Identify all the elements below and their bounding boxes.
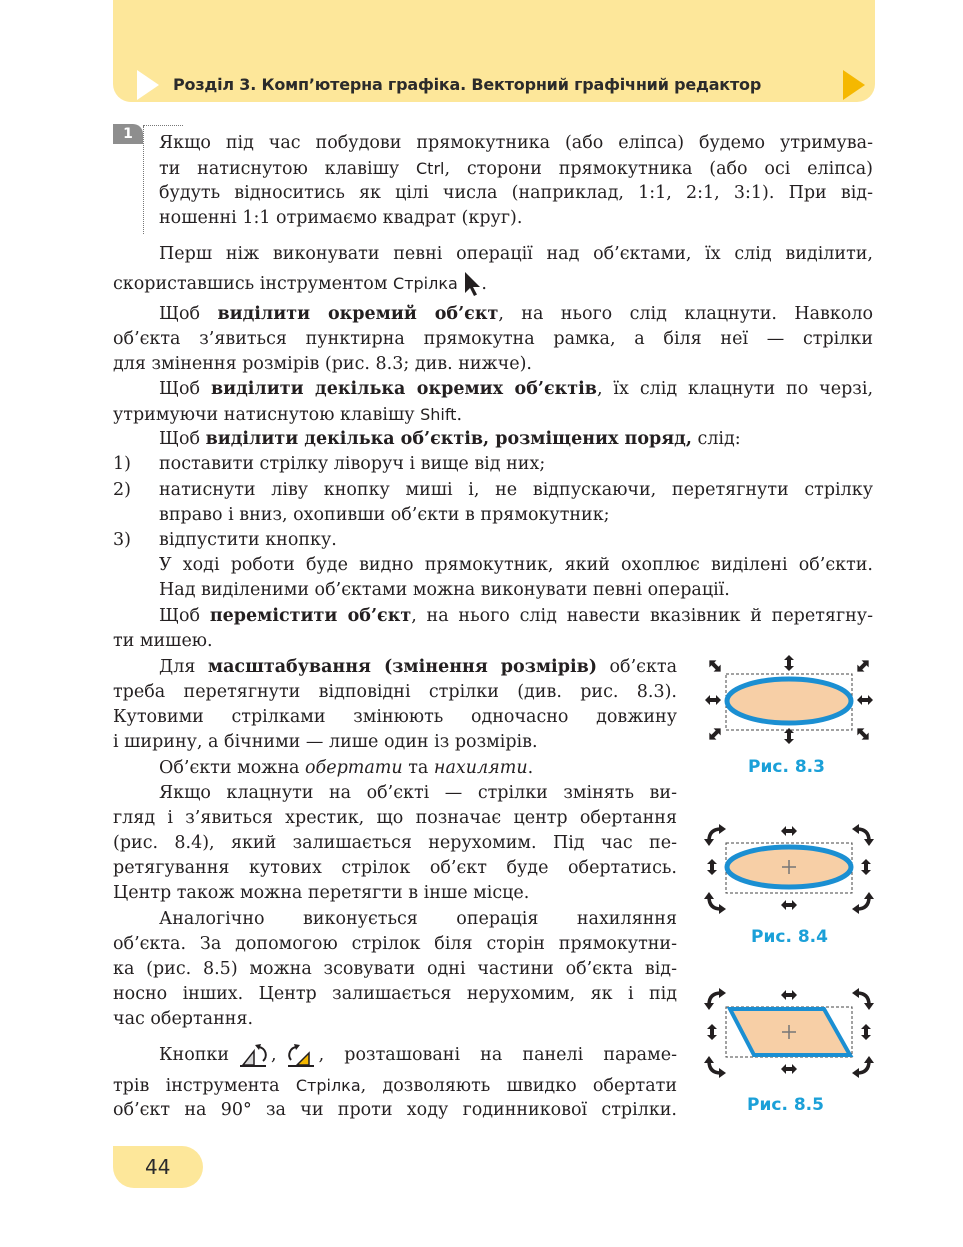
key-ctrl: Ctrl <box>416 159 445 178</box>
para-11-line-3: об’єкт на 90° за чи проти ходу годинникової стрілки. <box>113 1100 677 1120</box>
para-9-line-2: гляд і з’явиться хрестик, що позначає центр обертання <box>113 808 677 828</box>
para-10-line-4: носно інших. Центр залишається нерухомим, як і під <box>113 984 677 1004</box>
tip-line-1: Якщо під час побудови прямокутника (або еліпса) будемо утримува- <box>159 133 873 153</box>
para-7-line-4: і ширину, а бічними — лише один із розмірів. <box>113 732 538 752</box>
para-3-line-2: утримуючи натиснутою клавішу Shift. <box>113 405 463 425</box>
para-2-line-2: об’єкта з’явиться пунктирна прямокутна рамка, а біля неї — стрілки <box>113 329 873 349</box>
para-8: Об’єкти можна обертати та нахиляти. <box>159 758 534 778</box>
list-number: 2) <box>113 480 131 500</box>
page-number: 44 <box>113 1146 203 1188</box>
para-3-line-1: Щоб виділити декілька окремих об’єктів, їх слід клацнути по черзі, <box>159 379 874 399</box>
list-number: 3) <box>113 530 131 550</box>
tool-name: Стрілка <box>393 274 458 293</box>
figure-8-5-caption: Рис. 8.5 <box>747 1095 824 1115</box>
figure-8-5 <box>700 985 878 1081</box>
figure-8-4 <box>700 821 878 917</box>
list-item-2-line-2: вправо і вниз, охопивши об’єкти в прямокутник; <box>159 505 610 525</box>
para-7-line-2: треба перетягнути відповідні стрілки (див. рис. 8.3). <box>113 682 677 702</box>
para-1-line-2: скориставшись інструментом Стрілка . <box>113 271 487 297</box>
para-9-line-5: Центр також можна перетягти в інше місце. <box>113 883 530 903</box>
tool-name: Стрілка <box>295 1076 361 1095</box>
para-11-line-2: трів інструмента Стрілка, дозволяють швидко обертати <box>113 1076 677 1096</box>
tip-line-2: ти натиснутою клавішу Ctrl, сторони прямокутника (або осі еліпса) <box>159 159 873 179</box>
para-10-line-1: Аналогічно виконується операція нахиляння <box>159 909 677 929</box>
para-5-line-1: У ході роботи буде видно прямокутник, який охоплює виділені об’єкти. <box>159 555 873 575</box>
figure-8-3 <box>700 652 878 746</box>
tip-border-left <box>143 126 144 234</box>
rotate-ccw-button-icon <box>237 1041 269 1069</box>
para-10-line-5: час обертання. <box>113 1009 254 1029</box>
para-1-line-1: Перш ніж виконувати певні операції над об’єктами, їх слід виділити, <box>159 244 873 264</box>
list-item-2-line-1: натиснути ліву кнопку миші і, не відпускаючи, перетягнути стрілку <box>159 480 873 500</box>
para-4: Щоб виділити декілька об’єктів, розміщених поряд, слід: <box>159 429 741 449</box>
chapter-title: Розділ 3. Комп’ютерна графіка. Векторний графічний редактор <box>173 75 762 94</box>
tip-border-top <box>143 125 183 126</box>
para-7-line-1: Для масштабування (змінення розмірів) об’єкта <box>159 657 677 677</box>
chapter-header <box>113 0 875 102</box>
key-shift: Shift <box>420 405 457 424</box>
para-9-line-4: ретягування кутових стрілок об’єкт буде обертатись. <box>113 858 677 878</box>
figure-8-3-caption: Рис. 8.3 <box>748 757 825 777</box>
para-7-line-3: Кутовими стрілками змінюють одночасно довжину <box>113 707 677 727</box>
arrow-cursor-icon <box>463 271 481 297</box>
para-6-line-1: Щоб перемістити об’єкт, на нього слід навести вказівник й перетягну- <box>159 606 873 626</box>
para-2-line-1: Щоб виділити окремий об’єкт, на нього слід клацнути. Навколо <box>159 304 873 324</box>
list-item-1: поставити стрілку ліворуч і вище від них; <box>159 454 546 474</box>
rotate-cw-button-icon <box>285 1041 317 1069</box>
para-11-line-1: Кнопки , , розташовані на панелі параме- <box>159 1041 677 1069</box>
list-number: 1) <box>113 454 131 474</box>
tip-line-3: будуть відноситись як цілі числа (наприклад, 1:1, 2:1, 3:1). При від- <box>159 183 873 203</box>
header-arrow-left-icon <box>137 70 159 100</box>
para-10-line-3: ка (рис. 8.5) можна зсовувати одні частини об’єкта від- <box>113 959 677 979</box>
para-9-line-3: (рис. 8.4), який залишається нерухомим. Під час пе- <box>113 833 677 853</box>
tip-line-4: ношенні 1:1 отримаємо квадрат (круг). <box>159 208 523 228</box>
header-arrow-right-icon <box>843 70 865 100</box>
para-5-line-2: Над виділеними об’єктами можна виконувати певні операції. <box>159 580 730 600</box>
figure-8-4-caption: Рис. 8.4 <box>751 927 828 947</box>
para-10-line-2: об’єкта. За допомогою стрілок біля сторін прямокутни- <box>113 934 677 954</box>
para-6-line-2: ти мишею. <box>113 631 213 651</box>
para-9-line-1: Якщо клацнути на об’єкті — стрілки змінять ви- <box>159 783 677 803</box>
list-item-3: відпустити кнопку. <box>159 530 337 550</box>
para-2-line-3: для змінення розмірів (рис. 8.3; див. нижче). <box>113 354 532 374</box>
tip-badge: 1 <box>113 124 143 144</box>
